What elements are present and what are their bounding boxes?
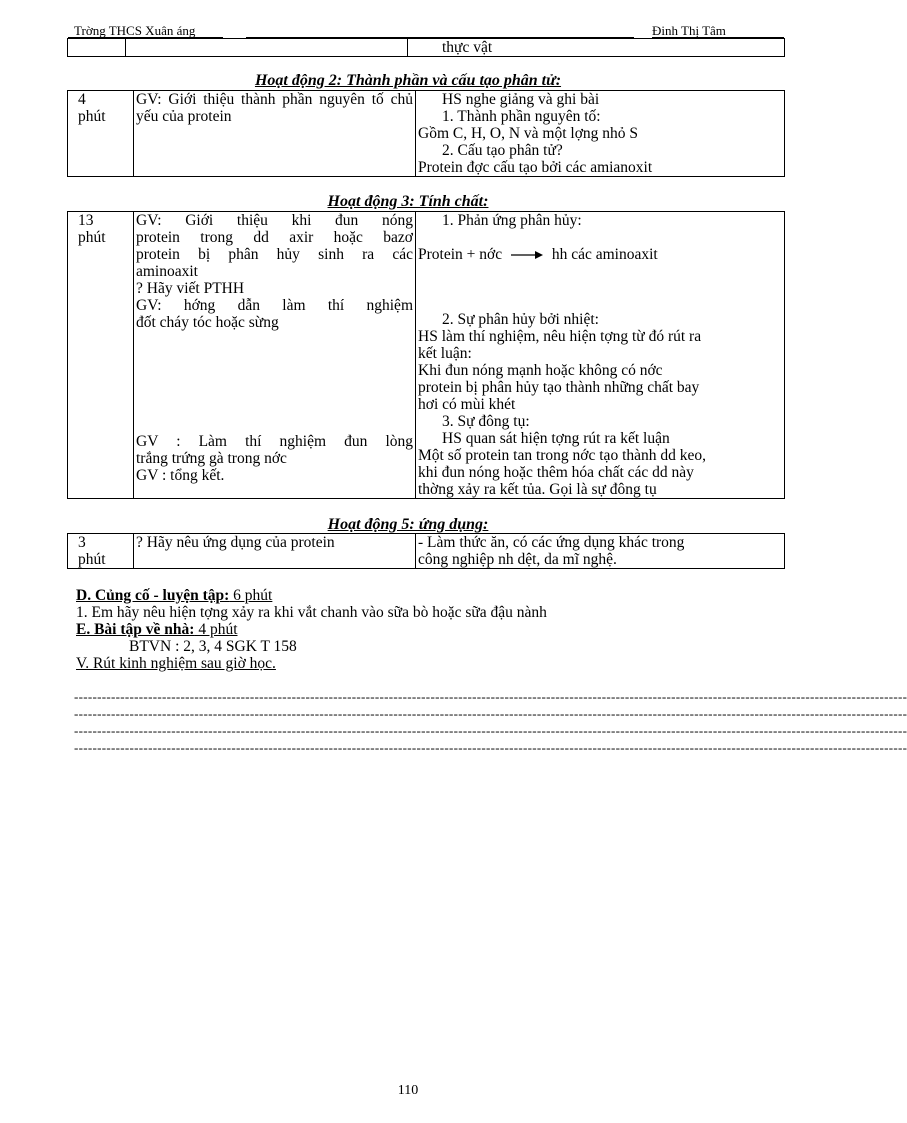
activity5-title: Hoạt động 5: ứng dụng: <box>327 516 489 533</box>
activity3-teacher-line: ? Hãy viết PTHH <box>136 280 245 297</box>
activity3-student-line: 2. Sự phân hủy bởi nhiệt: <box>442 311 599 328</box>
activity3-table <box>67 211 785 499</box>
cont-student-cell <box>408 39 785 57</box>
activity5-time <box>68 534 134 569</box>
page-number: 110 <box>397 1083 419 1098</box>
section-d-item: 1. Em hãy nêu hiện tợng xảy ra khi vắt chanh vào sữa bò hoặc sữa đậu nành <box>76 604 547 621</box>
activity2-student-line: 1. Thành phần nguyên tố: <box>442 108 601 125</box>
activity3-time <box>68 212 134 499</box>
activity3-teacher-line: protein trong dd axir hoặc bazơ <box>136 229 413 246</box>
section-e-time: 4 phút <box>194 621 238 638</box>
header-school: Trờng THCS Xuân áng <box>74 23 196 38</box>
activity2-student-line: 2. Cấu tạo phân tử? <box>442 142 563 159</box>
activity2-student-line: Protein đợc cấu tạo bởi các amianoxit <box>418 159 653 176</box>
equation-left: Protein + nớc <box>418 246 503 263</box>
activity3-student-line: 3. Sự đông tụ: <box>442 413 530 430</box>
section-v-heading: V. Rút kinh nghiệm sau giờ học. <box>76 655 276 672</box>
activity2-teacher-cell <box>134 91 416 177</box>
reaction-arrow-icon <box>510 250 544 260</box>
activity2-time <box>68 91 134 177</box>
activity5-teacher-text: ? Hãy nêu ứng dụng của protein <box>136 534 335 551</box>
activity5-student-line: - Làm thức ăn, có các ứng dụng khác trong <box>418 534 685 551</box>
activity3-student-line: khi đun nóng hoặc thêm hóa chất các dd này <box>418 464 694 481</box>
section-d-time: 6 phút <box>229 587 273 604</box>
activity2-time-text: 4 phút <box>78 91 106 125</box>
activity3-teacher-cell <box>134 212 416 499</box>
activity3-teacher-line: GV: hớng dẫn làm thí nghiệm <box>136 297 413 314</box>
activity3-time-text: 13 phút <box>78 212 106 246</box>
section-e <box>76 621 238 638</box>
activity3-student-line: kết luận: <box>418 345 472 362</box>
activity2-table <box>67 90 785 177</box>
activity3-student-line: Một số protein tan trong nớc tạo thành dd keo, <box>418 447 707 464</box>
activity3-title: Hoạt động 3: Tính chất: <box>327 193 489 210</box>
activity5-student-line: công nghiệp nh dệt, da mĩ nghệ. <box>418 551 617 568</box>
activity2-teacher-text: GV: Giới thiệu thành phần nguyên tố chủ yếu của protein <box>136 91 413 125</box>
continuation-table <box>67 38 785 57</box>
section-e-heading: E. Bài tập về nhà: <box>76 621 195 638</box>
section-d <box>76 587 272 604</box>
activity3-student-line: HS quan sát hiện tợng rút ra kết luận <box>442 430 670 447</box>
notes-line: ------------------------------------------------------------------------------------------------------------------------------------------------------------------------------------ <box>74 706 907 721</box>
activity5-teacher-cell <box>134 534 416 569</box>
activity3-teacher-line: protein bị phân hủy sinh ra các <box>136 246 413 263</box>
activity3-student-line: HS làm thí nghiệm, nêu hiện tợng từ đó rút ra <box>418 328 702 345</box>
activity3-student-line: protein bị phân hủy tạo thành những chất bay <box>418 379 700 396</box>
section-v <box>76 655 276 672</box>
activity5-student-cell <box>416 534 785 569</box>
activity3-teacher-line: GV : tổng kết. <box>136 467 225 484</box>
activity2-title: Hoạt động 2: Thành phần và cấu tạo phân tử: <box>254 72 562 89</box>
equation-right: hh các aminoaxit <box>551 246 658 263</box>
section-e-item: BTVN : 2, 3, 4 SGK T 158 <box>129 638 297 655</box>
activity5-time-text: 3 phút <box>78 534 106 568</box>
activity2-student-cell <box>416 91 785 177</box>
activity5-table <box>67 533 785 569</box>
cont-student-text: thực vật <box>442 39 493 56</box>
activity3-teacher-line: GV : Làm thí nghiệm đun lòng <box>136 433 413 450</box>
activity3-student-line: thờng xảy ra kết tủa. Gọi là sự đông tụ <box>418 481 657 498</box>
notes-line: ------------------------------------------------------------------------------------------------------------------------------------------------------------------------------------ <box>74 689 907 704</box>
activity3-student-line: Khi đun nóng mạnh hoặc không có nớc <box>418 362 663 379</box>
activity3-student-line: 1. Phản ứng phân hủy: <box>442 212 582 229</box>
activity3-teacher-line: GV: Giới thiệu khi đun nóng <box>136 212 413 229</box>
notes-line: ------------------------------------------------------------------------------------------------------------------------------------------------------------------------------------ <box>74 723 907 738</box>
activity3-teacher-line: đốt cháy tóc hoặc sừng <box>136 314 279 331</box>
header-teacher: Đinh Thị Tâm <box>652 23 726 38</box>
activity2-student-line: HS nghe giảng và ghi bài <box>442 91 600 108</box>
notes-line: ------------------------------------------------------------------------------------------------------------------------------------------------------------------------------------ <box>74 740 907 755</box>
cont-teacher-cell <box>126 39 408 57</box>
reaction-equation <box>418 246 782 263</box>
cont-time-cell <box>68 39 126 57</box>
activity2-student-line: Gồm C, H, O, N và một lợng nhỏ S <box>418 125 639 142</box>
activity3-teacher-line: trắng trứng gà trong nớc <box>136 450 287 467</box>
activity3-student-cell <box>416 212 785 499</box>
activity3-teacher-line: aminoaxit <box>136 263 198 280</box>
section-d-heading: D. Củng cố - luyện tập: <box>76 587 230 604</box>
activity3-student-line: hơi có mùi khét <box>418 396 516 413</box>
